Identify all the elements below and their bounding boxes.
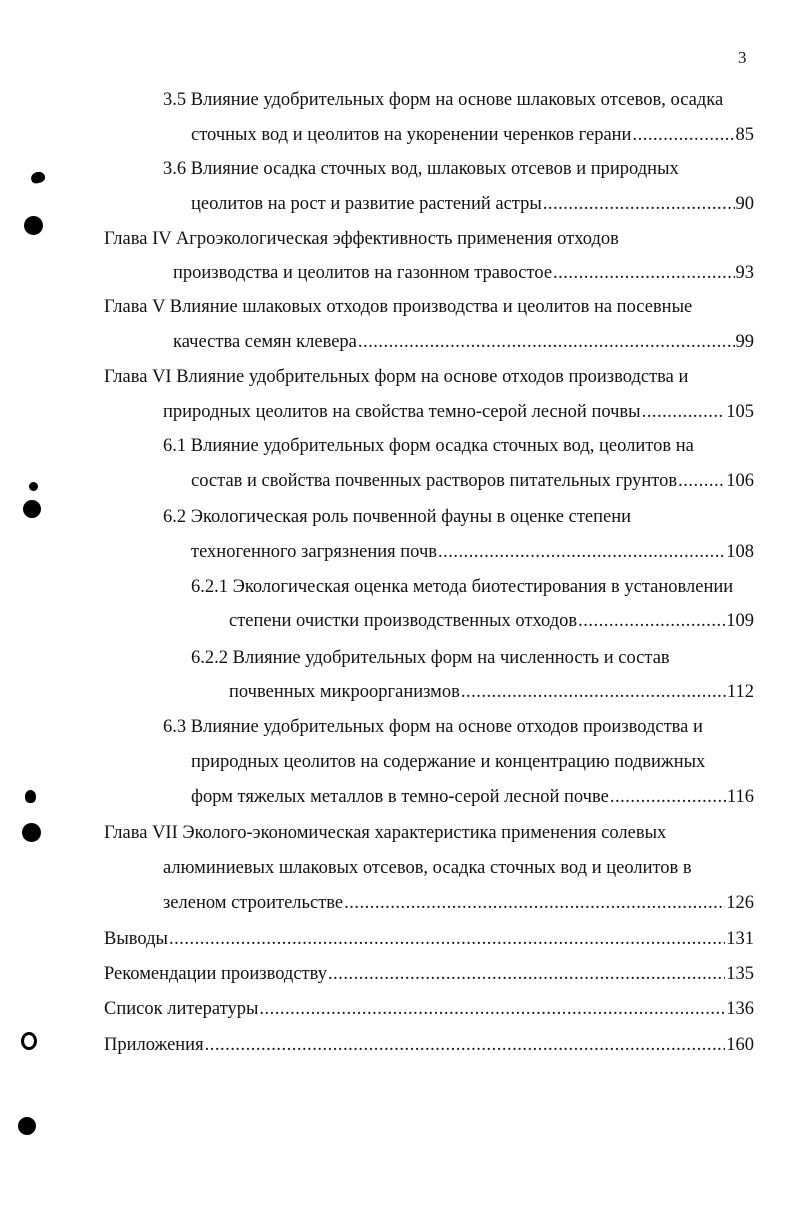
toc-entry-title: зеленом строительстве — [163, 893, 344, 913]
punch-hole-mark — [23, 500, 41, 518]
toc-entry-line — [191, 541, 754, 563]
toc-entry-line — [191, 193, 754, 215]
toc-entry-line: 6.2.2 Влияние удобрительных форм на численность и состав — [191, 648, 670, 668]
punch-hole-mark — [24, 216, 43, 235]
toc-entry-line — [191, 470, 754, 492]
toc-entry-line — [163, 892, 754, 914]
toc-entry-line: 6.3 Влияние удобрительных форм на основе отходов производства и — [163, 717, 703, 737]
punch-hole-mark — [22, 823, 41, 842]
punch-hole-mark — [18, 1117, 36, 1135]
toc-entry-title: почвенных микроорганизмов — [229, 682, 460, 702]
page-number: 3 — [738, 48, 747, 67]
toc-entry-title: состав и свойства почвенных растворов питательных грунтов — [191, 471, 678, 491]
toc-page-number: 126 — [726, 893, 754, 913]
toc-entry-line — [104, 998, 754, 1020]
toc-page-number: 131 — [726, 929, 754, 949]
toc-entry-line: алюминиевых шлаковых отсевов, осадка сточных вод и цеолитов в — [163, 858, 692, 878]
toc-page-number: 108 — [726, 542, 754, 562]
toc-entry-line: Глава IV Агроэкологическая эффективность применения отходов — [104, 229, 619, 249]
toc-page-number: 105 — [726, 402, 754, 422]
toc-entry-title: техногенного загрязнения почв — [191, 542, 437, 562]
toc-entry-title: форм тяжелых металлов в темно-серой лесной почве — [191, 787, 609, 807]
toc-entry-line: 6.2.1 Экологическая оценка метода биотестирования в установлении — [191, 577, 734, 597]
toc-entry-title: производства и цеолитов на газонном травостое — [173, 263, 553, 283]
toc-entry-line: Глава VII Эколого-экономическая характеристика применения солевых — [104, 823, 667, 843]
toc-page-number: 99 — [735, 332, 754, 352]
toc-entry-title: Список литературы — [104, 999, 259, 1019]
toc-entry-title: природных цеолитов на свойства темно-серой лесной почвы — [163, 402, 641, 422]
toc-entry-title: качества семян клевера — [173, 332, 357, 352]
toc-entry-line — [191, 124, 754, 146]
toc-page-number: 106 — [726, 471, 754, 491]
toc-entry-title: Приложения — [104, 1035, 204, 1055]
toc-page-number: 136 — [726, 999, 754, 1019]
toc-entry-line: 3.5 Влияние удобрительных форм на основе шлаковых отсевов, осадка — [163, 90, 724, 110]
toc-entry-line — [104, 928, 754, 950]
toc-page-number: 109 — [726, 611, 754, 631]
toc-entry-line: 6.1 Влияние удобрительных форм осадка сточных вод, цеолитов на — [163, 436, 694, 456]
toc-entry-line — [104, 1034, 754, 1056]
toc-page-number: 85 — [735, 125, 754, 145]
punch-hole-mark — [25, 790, 36, 803]
toc-page-number: 135 — [726, 964, 754, 984]
toc-entry-title: сточных вод и цеолитов на укоренении черенков герани — [191, 125, 632, 145]
toc-entry-line — [191, 786, 754, 808]
toc-entry-line — [229, 681, 754, 703]
punch-hole-mark — [21, 1032, 37, 1050]
toc-page-number: 116 — [726, 787, 754, 807]
toc-page-number: 112 — [726, 682, 754, 702]
toc-entry-title: степени очистки производственных отходов — [229, 611, 578, 631]
punch-hole-mark — [29, 482, 38, 491]
toc-entry-line: Глава V Влияние шлаковых отходов производства и цеолитов на посевные — [104, 297, 693, 317]
toc-entry-title: Рекомендации производству — [104, 964, 327, 984]
toc-entry-line — [229, 610, 754, 632]
toc-entry-line — [104, 963, 754, 985]
toc-entry-title: Выводы — [104, 929, 168, 949]
toc-entry-line — [173, 262, 754, 284]
toc-entry-title: цеолитов на рост и развитие растений астры — [191, 194, 542, 214]
toc-entry-line: Глава VI Влияние удобрительных форм на основе отходов производства и — [104, 367, 689, 387]
toc-entry-line — [163, 401, 754, 423]
toc-page-number: 90 — [735, 194, 754, 214]
toc-page-number: 93 — [735, 263, 754, 283]
toc-entry-line — [173, 331, 754, 353]
toc-entry-line: природных цеолитов на содержание и концентрацию подвижных — [191, 752, 706, 772]
toc-page-number: 160 — [726, 1035, 754, 1055]
toc-entry-line: 3.6 Влияние осадка сточных вод, шлаковых отсевов и природных — [163, 159, 679, 179]
toc-entry-line: 6.2 Экологическая роль почвенной фауны в оценке степени — [163, 507, 632, 527]
